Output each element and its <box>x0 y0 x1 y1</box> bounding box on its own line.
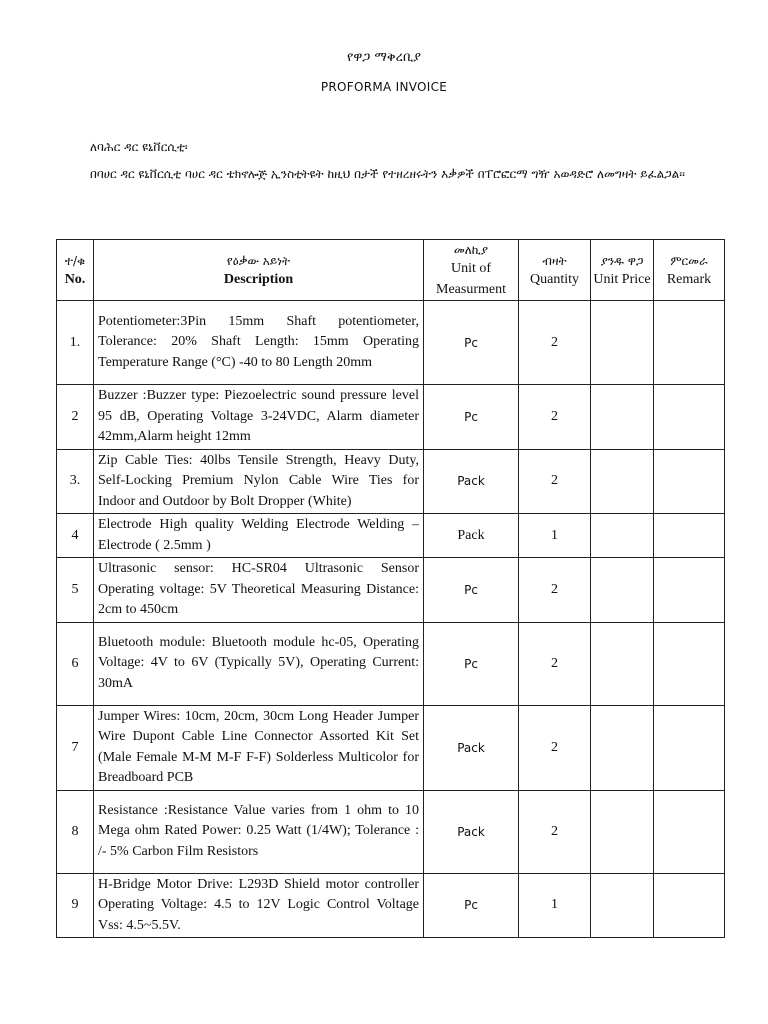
table-row <box>57 558 725 623</box>
row-number: 4 <box>57 514 94 558</box>
row-remark <box>654 705 725 790</box>
col-header-quantity <box>519 240 591 301</box>
row-unit-price <box>591 301 654 385</box>
row-remark <box>654 622 725 705</box>
row-description: Jumper Wires: 10cm, 20cm, 30cm Long Header Jumper Wire Dupont Cable Line Connector Assorted Kit Set (Male Female M-M M-F F-F) Solderless Multicolor for Breadboard PCB <box>94 705 424 790</box>
row-unit-price <box>591 705 654 790</box>
col-header-remark <box>654 240 725 301</box>
col-header-unit-english: Unit of Measurment <box>436 261 506 297</box>
row-number: 5 <box>57 558 94 623</box>
row-remark <box>654 558 725 623</box>
row-unit: Pc <box>424 558 519 623</box>
row-unit: Pc <box>424 385 519 450</box>
row-remark <box>654 385 725 450</box>
row-unit: Pc <box>424 301 519 385</box>
col-header-unit-price <box>591 240 654 301</box>
col-header-remark-amharic: ምርመራ <box>670 253 708 268</box>
row-quantity: 1 <box>519 514 591 558</box>
row-unit-price <box>591 558 654 623</box>
row-description: Buzzer :Buzzer type: Piezoelectric sound pressure level 95 dB, Operating Voltage 3-24VDC, Alarm diameter 42mm,Alarm height 12mm <box>94 385 424 450</box>
col-header-description-english: Description <box>223 271 294 287</box>
row-description: Resistance :Resistance Value varies from 1 ohm to 10 Mega ohm Rated Power: 0.25 Watt (1/4W); Tolerance : /- 5% Carbon Film Resistors <box>94 790 424 873</box>
col-header-unit-price-english: Unit Price <box>593 271 651 287</box>
row-unit-price <box>591 622 654 705</box>
col-header-unit-price-amharic: ያንዱ ዋጋ <box>600 253 644 268</box>
row-description: Zip Cable Ties: 40lbs Tensile Strength, Heavy Duty, Self-Locking Premium Nylon Cable Wire Ties for Indoor and Outdoor by Bolt Dropper (White) <box>94 449 424 514</box>
col-header-description-amharic: የዕቃው አይነት <box>226 253 291 268</box>
row-number: 2 <box>57 385 94 450</box>
row-description: Ultrasonic sensor: HC-SR04 Ultrasonic Sensor Operating voltage: 5V Theoretical Measuring Distance: 2cm to 450cm <box>94 558 424 623</box>
row-unit: Pc <box>424 873 519 938</box>
row-quantity: 1 <box>519 873 591 938</box>
table-row <box>57 385 725 450</box>
row-unit-price <box>591 449 654 514</box>
col-header-no-english: No. <box>64 271 86 287</box>
table-row <box>57 873 725 938</box>
row-unit: Pack <box>424 449 519 514</box>
row-remark <box>654 514 725 558</box>
table-row <box>57 790 725 873</box>
row-number: 9 <box>57 873 94 938</box>
row-number: 7 <box>57 705 94 790</box>
row-remark <box>654 301 725 385</box>
row-remark <box>654 790 725 873</box>
col-header-quantity-english: Quantity <box>530 271 579 287</box>
row-description: H-Bridge Motor Drive: L293D Shield motor controller Operating Voltage: 4.5 to 12V Logic Control Voltage Vss: 4.5~5.5V. <box>94 873 424 938</box>
row-description: Electrode High quality Welding Electrode Welding – Electrode ( 2.5mm ) <box>94 514 424 558</box>
row-unit: Pc <box>424 622 519 705</box>
row-unit: Pack <box>424 790 519 873</box>
table-row <box>57 301 725 385</box>
table-header-row <box>57 240 725 301</box>
table-row <box>57 514 725 558</box>
row-unit: Pack <box>424 514 519 558</box>
row-quantity: 2 <box>519 301 591 385</box>
row-number: 3. <box>57 449 94 514</box>
row-unit-price <box>591 873 654 938</box>
row-quantity: 2 <box>519 705 591 790</box>
col-header-quantity-amharic: ብዛት <box>542 253 567 268</box>
row-unit: Pack <box>424 705 519 790</box>
intro-paragraph: በባሀር ዳር ዩኒቨርሲቲ ባሀር ዳር ቴክኖሎጅ ኢንስቲትዩት ከዚህ በታች የተዘረዘሩትን እቃዎች በፐሮፎርማ ግዥ አወዳድሮ ለመግዛት ይፈልጋል፡፡ <box>90 167 685 181</box>
table-row <box>57 705 725 790</box>
col-header-remark-english: Remark <box>666 271 712 287</box>
row-unit-price <box>591 385 654 450</box>
row-quantity: 2 <box>519 622 591 705</box>
col-header-unit-amharic: መለኪያ <box>453 243 489 257</box>
row-description: Potentiometer:3Pin 15mm Shaft potentiometer, Tolerance: 20% Shaft Length: 15mm Operating Temperature Range (°C) -40 to 80 Length 20mm <box>94 301 424 385</box>
row-remark <box>654 449 725 514</box>
row-description: Bluetooth module: Bluetooth module hc-05, Operating Voltage: 4V to 6V (Typically 5V), Operating Current: 30mA <box>94 622 424 705</box>
col-header-description <box>94 240 424 301</box>
row-number: 8 <box>57 790 94 873</box>
col-header-unit <box>424 240 519 301</box>
addressee-line: ለባሕር ዳር ዩኒቨርሲቲ፡ <box>90 140 188 154</box>
row-quantity: 2 <box>519 790 591 873</box>
row-number: 6 <box>57 622 94 705</box>
row-number: 1. <box>57 301 94 385</box>
col-header-no <box>57 240 94 301</box>
table-row <box>57 449 725 514</box>
col-header-no-amharic: ተ/ቁ <box>64 253 86 268</box>
document-title-english: PROFORMA INVOICE <box>320 80 448 94</box>
row-unit-price <box>591 514 654 558</box>
row-quantity: 2 <box>519 385 591 450</box>
row-unit-price <box>591 790 654 873</box>
row-quantity: 2 <box>519 449 591 514</box>
items-table <box>56 239 725 938</box>
document-title-amharic: የዋጋ ማቅረቢያ <box>346 50 422 65</box>
table-row <box>57 622 725 705</box>
row-remark <box>654 873 725 938</box>
row-quantity: 2 <box>519 558 591 623</box>
